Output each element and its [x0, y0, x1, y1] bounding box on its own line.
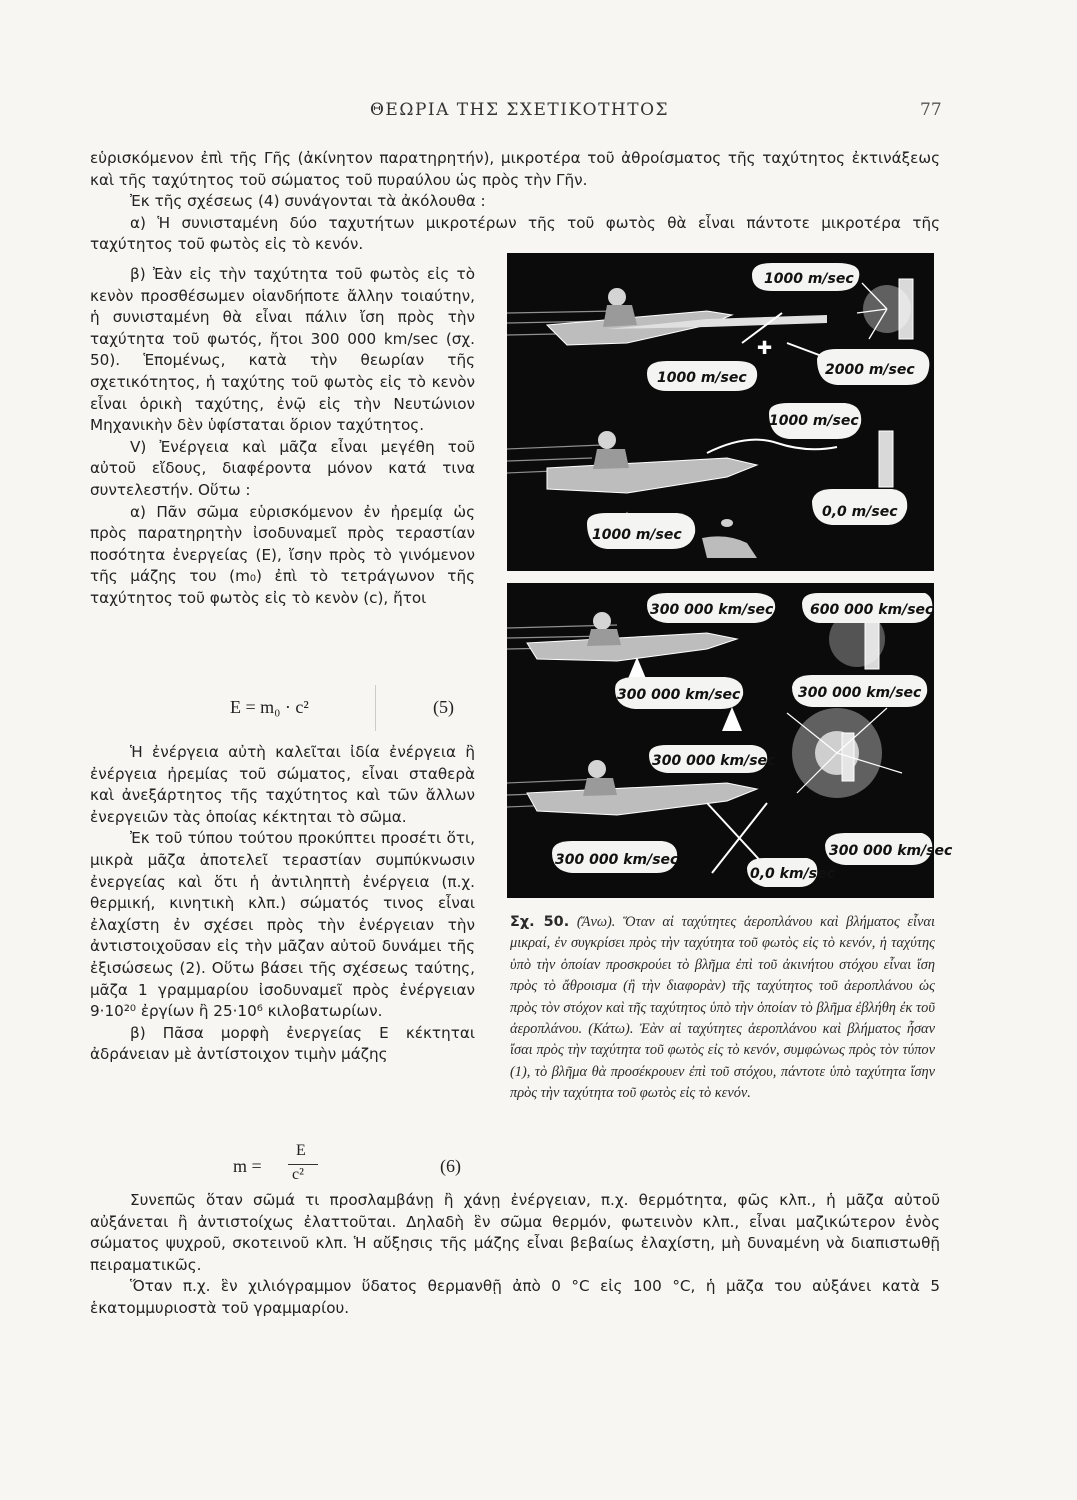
figure-label-6: 0,0 m/sec	[822, 504, 898, 520]
caption-text: (Ἄνω). Ὅταν αἱ ταχύτητες ἀεροπλάνου καὶ βλήματος εἶναι μικραί, ἐν συγκρίσει πρὸς τὴν ταχύτητα τοῦ φωτὸς εἰς τὸ κενόν, ἡ ταχύτης ὑπὸ τὴν ὁποίαν προσκρούει τὸ βλῆμα ἐπὶ τοῦ ἀκινήτου στόχου εἶναι ἴση πρὸς τὸ ἄθροισμα (ἢ τὴν διαφορὰν) τῆς ταχύτητος τοῦ ἀεροπλάνου ὡς πρὸς τὸν στόχον καὶ τῆς ταχύτητος ὑπὸ τὴν ὁποίαν τὸ βλῆμα ἐβλήθη ἐκ τοῦ ἀεροπλάνου. (Κάτω). Ἐὰν αἱ ταχύτητες ἀεροπλάνου καὶ βλήματος ἦσαν ἴσαι πρὸς τὴν ταχύτητα τοῦ φωτὸς εἰς τὸ κενόν, συμφώνως πρὸς τὸν τύπον (1), τὸ βλῆμα θὰ προσέκρουεν ἐπὶ τοῦ στόχου, πάντοτε ὑπὸ ταχύτητα ἴσην πρὸς τὴν ταχύτητα τοῦ φωτὸς εἰς τὸ κενόν.	[510, 914, 935, 1102]
paragraph-1-block	[90, 148, 940, 256]
svg-text:+: +	[757, 337, 773, 358]
falling-bullet	[702, 519, 757, 558]
paragraph-1: εὑρισκόμενον ἐπὶ τῆς Γῆς (ἀκίνητον παρατηρητήν), μικροτέρα τοῦ ἀθροίσματος τῆς ταχύτητος ἐκτινάξεως καὶ τῆς ταχύτητος τοῦ σώματος τοῦ πυραύλου ὡς πρὸς τὴν Γῆν.	[90, 149, 940, 189]
airplane-upper	[547, 288, 827, 345]
paragraph-6: α) Πᾶν σῶμα εὑρισκόμενον ἐν ἠρεμίᾳ ὡς πρὸς παρατηρητὴν ἰσοδυναμεῖ πρὸς τεραστίαν ποσότητα ἐνεργείας (E), ἴσην πρὸς τὸ γινόμενον τῆς μάζης του (m₀) ἐπὶ τὸ τετράγωνον τῆς ταχύτητος τοῦ φωτὸς εἰς τὸ κενὸν (c), ἤτοι	[90, 502, 475, 607]
running-head: ΘΕΩΡΙΑ ΤΗΣ ΣΧΕΤΙΚΟΤΗΤΟΣ	[370, 100, 670, 120]
airplane-lower	[547, 431, 837, 493]
figure-label-5: 1000 m/sec	[592, 527, 682, 543]
figure-bottom-svg	[507, 583, 953, 898]
paragraph-10: Συνεπῶς ὅταν σῶμά τι προσλαμβάνῃ ἢ χάνῃ ἐνέργειαν, π.χ. θερμότητα, φῶς κλπ., ἡ μᾶζα αὐτοῦ αὐξάνεται ἢ ἀντιστοίχως ἐλαττοῦται. Δηλαδὴ ἓν σῶμα θερμόν, φωτεινὸν κλπ., εἶναι μαζικώτερον ἑνὸς σώματος ψυχροῦ, σκοτεινοῦ κλπ. Ἡ αὔξησις τῆς μάζης εἶναι βεβαίως ἐλαχίστη, μὴ δυναμένη νὰ διαπιστωθῇ πειραματικῶς.	[90, 1191, 940, 1274]
paragraph-5: V) Ἐνέργεια καὶ μᾶζα εἶναι μεγέθη τοῦ αὐτοῦ εἴδους, διαφέροντα μόνον κατά τινα συντελεστήν. Οὕτω :	[90, 437, 475, 499]
equation-6-denominator: c²	[292, 1166, 304, 1183]
paragraph-7: Ἡ ἐνέργεια αὐτὴ καλεῖται ἰδία ἐνέργεια ἢ ἐνέργεια ἠρεμίας τοῦ σώματος, εἶναι σταθερὰ καὶ ἀνεξάρτητος τῆς ταχύτητος καὶ τῶν ἄλλων ἐνεργειῶν τὰς ὁποίας κέκτηται τὸ σῶμα.	[90, 743, 475, 826]
figure-label-b4: 300 000 km/sec	[798, 685, 922, 701]
figure-label-1: 1000 m/sec	[764, 271, 854, 287]
equation-5-number: (5)	[433, 697, 454, 717]
figure-label-2: 1000 m/sec	[657, 370, 747, 386]
figure-label-3: 2000 m/sec	[825, 362, 915, 378]
paragraph-9: β) Πᾶσα μορφὴ ἐνεργείας E κέκτηται ἀδράνειαν μὲ ἀντίστοιχον τιμὴν μάζης	[90, 1023, 475, 1064]
equation-6-numerator: E	[296, 1142, 306, 1159]
paragraph-2: Ἐκ τῆς σχέσεως (4) συνάγονται τὰ ἀκόλουθα :	[130, 192, 486, 211]
figure-label-b3: 300 000 km/sec	[617, 687, 741, 703]
equation-6-lhs: m =	[233, 1156, 262, 1176]
paragraph-4: β) Ἐὰν εἰς τὴν ταχύτητα τοῦ φωτὸς εἰς τὸ κενὸν προσθέσωμεν οἱανδήποτε ἄλλην τοιαύτην, ἡ συνισταμένη θὰ εἶναι πάλιν ἴση πρὸς τὴν ταχύτητα τοῦ φωτός, ἤτοι 300 000 km/sec (σχ. 50). Ἑπομένως, κατὰ τὴν θεωρίαν τῆς σχετικότητος, ἡ ταχύτης τοῦ φωτὸς εἰς τὸ κενὸν εἶναι ὁρικὴ ταχύτης, ἐνῷ εἰς τὴν Νευτώνιον Μηχανικὴν δὲν ὑφίσταται ὅριον ταχύτητος.	[90, 265, 475, 435]
figure-label-b5: 300 000 km/sec	[652, 753, 776, 769]
paragraph-11: Ὅταν π.χ. ἓν χιλιόγραμμον ὕδατος θερμανθῇ ἀπὸ 0 °C εἰς 100 °C, ἡ μᾶζα του αὐξάνει κατὰ 5 ἑκατομμυριοστὰ τοῦ γραμμαρίου.	[90, 1277, 940, 1317]
caption-label: Σχ. 50.	[510, 914, 570, 930]
equation-6-number: (6)	[440, 1156, 461, 1176]
figure-caption	[510, 912, 935, 1105]
bottom-text-block	[90, 1190, 940, 1320]
figure-label-b7: 0,0 km/sec	[750, 866, 835, 882]
figure-panel-bottom	[507, 583, 953, 898]
figure-label-b2: 600 000 km/sec	[810, 602, 934, 618]
figure-label-4: 1000 m/sec	[769, 413, 859, 429]
target-bottom-lower	[787, 708, 902, 798]
target-lower	[879, 431, 893, 487]
figure-label-b1: 300 000 km/sec	[650, 602, 774, 618]
page-number: 77	[920, 100, 942, 120]
paragraph-8: Ἐκ τοῦ τύπου τούτου προκύπτει προσέτι ὅτι, μικρὰ μᾶζα ἀποτελεῖ τεραστίαν συμπύκνωσιν ἐνεργείας καὶ ὅτι ἡ ἀντιληπτὴ ἐνέργεια (π.χ. θερμική, κινητικὴ κλπ.) σώματός τινος εἶναι ἐλαχίστη ἐν σχέσει πρὸς τὴν ἐνέργειαν τὴν ἀντιστοιχοῦσαν εἰς τὴν μᾶζαν αὐτοῦ δυνάμει τῆς ἐξισώσεως (2). Οὕτω βάσει τῆς σχέσεως ταύτης, μᾶζα 1 γραμμαρίου ἰσοδυναμεῖ πρὸς ἐνέργειαν 9·10²⁰ ἐργίων ἢ 25·10⁶ κιλοβατωρίων.	[90, 829, 475, 1021]
fraction-bar	[288, 1164, 318, 1165]
figure-top-svg	[507, 253, 934, 571]
target-upper	[857, 279, 913, 339]
figure-label-b6: 300 000 km/sec	[555, 852, 679, 868]
equation-5: E = m₀ · c²	[230, 697, 309, 717]
figure-label-b8: 300 000 km/sec	[829, 843, 953, 859]
paragraph-3: α) Ἡ συνισταμένη δύο ταχυτήτων μικροτέρων τῆς τοῦ φωτὸς θὰ εἶναι πάντοτε μικροτέρα τῆς ταχύτητος τοῦ φωτὸς εἰς τὸ κενόν.	[90, 213, 940, 254]
figure-panel-top	[507, 253, 934, 571]
left-column-lower	[90, 742, 475, 1066]
left-column-upper	[90, 264, 475, 610]
